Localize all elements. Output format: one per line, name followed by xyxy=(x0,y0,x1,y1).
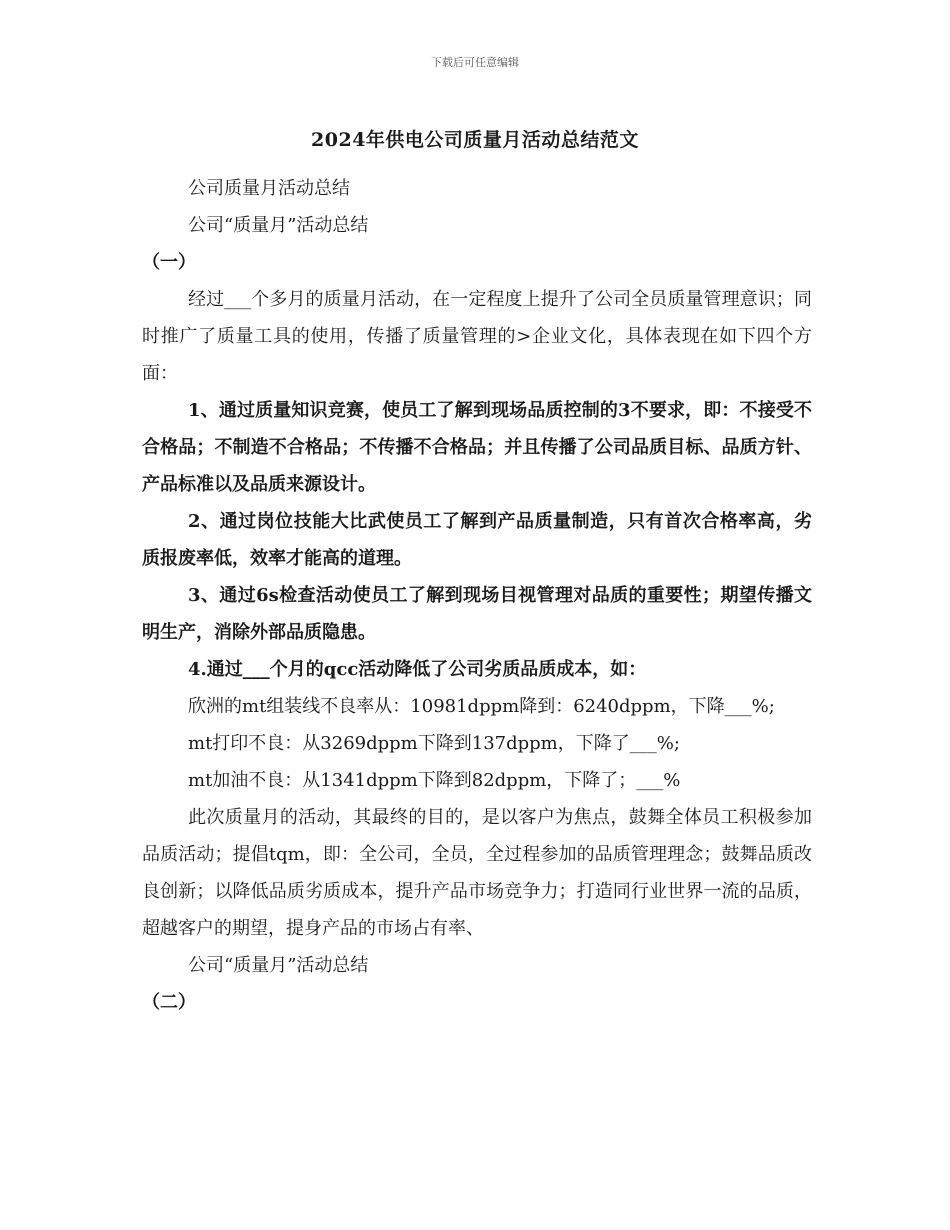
section-number: （一） xyxy=(142,252,196,273)
section-number: （二） xyxy=(142,992,196,1013)
paragraph: 经过___个多月的质量月活动，在一定程度上提升了公司全员质量管理意识；同时推广了质量工具的使用，传播了质量管理的>企业文化，具体表现在如下四个方面： xyxy=(142,289,812,384)
document-body xyxy=(142,170,812,1021)
document-title: 2024年供电公司质量月活动总结范文 xyxy=(311,129,639,151)
paragraph: 公司“质量月”活动总结 xyxy=(188,955,369,976)
paragraph: 公司质量月活动总结 xyxy=(188,178,350,199)
paragraph: 公司“质量月”活动总结 xyxy=(188,215,369,236)
page-header-note: 下载后可任意编辑 xyxy=(431,56,519,69)
paragraph-item-2: 2、通过岗位技能大比武使员工了解到产品质量制造，只有首次合格率高，劣质报废率低，效率才能高的道理。 xyxy=(142,511,812,569)
paragraph-item-4: 4.通过___个月的qcc活动降低了公司劣质品质成本，如： xyxy=(188,659,647,680)
paragraph: 欣洲的mt组装线不良率从：10981dppm降到：6240dppm，下降___%; xyxy=(188,696,775,717)
paragraph-item-1: 1、通过质量知识竞赛，使员工了解到现场品质控制的3不要求，即：不接受不合格品；不制造不合格品；不传播不合格品；并且传播了公司品质目标、品质方针、产品标准以及品质来源设计。 xyxy=(142,400,812,495)
paragraph: mt加油不良：从1341dppm下降到82dppm，下降了；___% xyxy=(188,770,681,791)
paragraph: 此次质量月的活动，其最终的目的，是以客户为焦点，鼓舞全体员工积极参加品质活动；提倡tqm，即：全公司，全员，全过程参加的品质管理理念；鼓舞品质改良创新；以降低品质劣质成本，提升产品市场竞争力；打造同行业世界一流的品质，超越客户的期望，提身产品的市场占有率、 xyxy=(142,807,812,939)
paragraph-item-3: 3、通过6s检查活动使员工了解到现场目视管理对品质的重要性；期望传播文明生产，消除外部品质隐患。 xyxy=(142,585,812,643)
paragraph: mt打印不良：从3269dppm下降到137dppm，下降了___%; xyxy=(188,733,680,754)
